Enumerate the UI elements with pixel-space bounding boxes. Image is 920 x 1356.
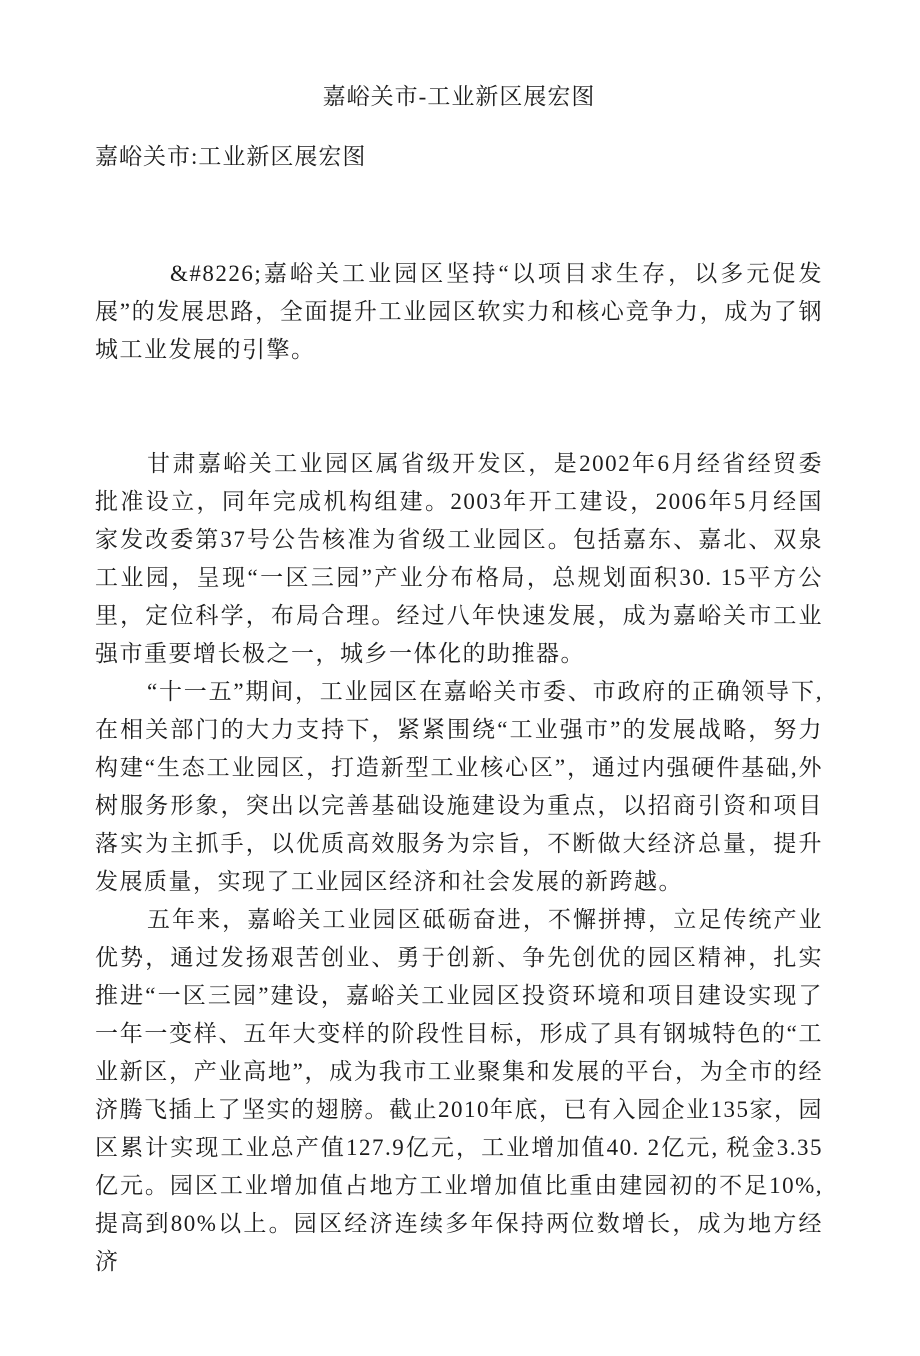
paragraph-eleventh-five-year-plan: “十一五”期间，工业园区在嘉峪关市委、市政府的正确领导下,在相关部门的大力支持下，紧紧围绕“工业强市”的发展战略，努力构建“生态工业园区，打造新型工业核心区”，通过内强硬件基础,外树服务形象，突出以完善基础设施建设为重点，以招商引资和项目落实为主抓手，以优质高效服务为宗旨，不断做大经济总量，提升发展质量，实现了工业园区经济和社会发展的新跨越。 xyxy=(95,679,823,894)
paragraph-intro: &#8226;嘉峪关工业园区坚持“以项目求生存，以多元促发展”的发展思路，全面提升工业园区软实力和核心竞争力，成为了钢城工业发展的引擎。 xyxy=(95,261,823,362)
document-heading: 嘉峪关市:工业新区展宏图 xyxy=(95,144,367,169)
paragraph-five-years-achievements: 五年来，嘉峪关工业园区砥砺奋进，不懈拼搏，立足传统产业优势，通过发扬艰苦创业、勇于创新、争先创优的园区精神，扎实推进“一区三园”建设，嘉峪关工业园区投资环境和项目建设实现了一年一变样、五年大变样的阶段性目标，形成了具有钢城特色的“工业新区，产业高地”，成为我市工业聚集和发展的平台，为全市的经济腾飞插上了坚实的翅膀。截止2010年底，已有入园企业135家，园区累计实现工业总产值127.9亿元，工业增加值40. 2亿元, 税金3.35亿元。园区工业增加值占地方工业增加值比重由建园初的不足10%, 提高到80%以上。园区经济连续多年保持两位数增长，成为地方经济 xyxy=(95,907,823,1274)
document-title: 嘉峪关市-工业新区展宏图 xyxy=(322,84,596,109)
paragraph-overview: 甘肃嘉峪关工业园区属省级开发区，是2002年6月经省经贸委批准设立，同年完成机构组建。2003年开工建设，2006年5月经国家发改委第37号公告核准为省级工业园区。包括嘉东、嘉北、双泉工业园，呈现“一区三园”产业分布格局，总规划面积30. 15平方公里，定位科学，布局合理。经过八年快速发展，成为嘉峪关市工业强市重要增长极之一，城乡一体化的助推器。 xyxy=(95,451,823,666)
